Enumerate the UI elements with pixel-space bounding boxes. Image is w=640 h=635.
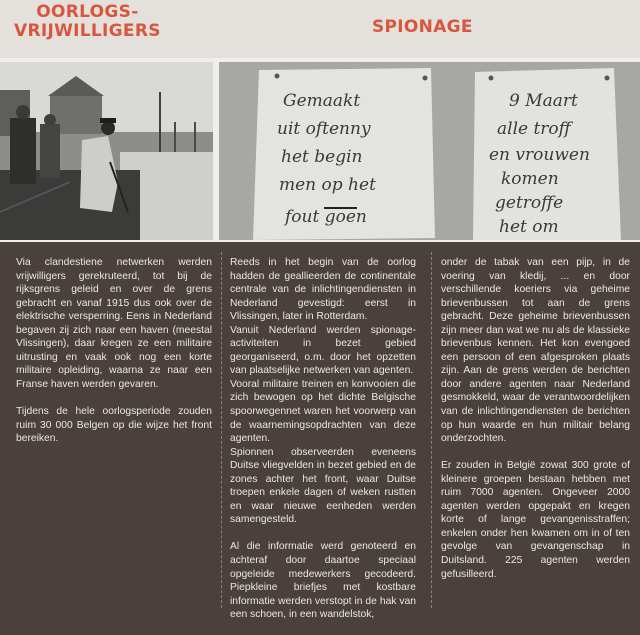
header-banner bbox=[0, 0, 640, 58]
paragraph: Via clandestiene netwerken werden vrijwilligers gerekruteerd, tot bij de rijksgrens geleid en over de grens gebracht en vanaf 1915 dus ook over de elektrische versperring. Eens in Nederland begaven zij zich naar een haven (meestal Vlissingen), daar kregen ze een militaire uitrusting en vaak ook nog een korte militaire opleiding, waarna ze naar een Franse haven werden gevaren. bbox=[16, 257, 212, 390]
note-line: het begin bbox=[281, 147, 363, 167]
section-title-oorlogsvrijwilligers bbox=[14, 3, 161, 41]
paragraph: onder de tabak van een pijp, in de voering van kledij, ... en door verschillende koeriers via geheime brievenbussen tot aan de grens gebracht. Deze geheime brievenbussen zijn meer dan wat we nu als de klassieke brievenbus kennen. Het kon evengoed een persoon of een afgesproken plaats zijn. Aan de grens werden de berichten door andere agenten naar Nederland gesmokkeld, waar de verantwoordelijken van de inlichtingendiensten de berichten op hun waarde en hun militair belang onderzochten. bbox=[441, 257, 630, 445]
text-column-oorlogsvrijwilligers bbox=[16, 256, 212, 459]
historic-photo-soldiers-at-border bbox=[0, 62, 213, 240]
note-line: het om bbox=[499, 217, 559, 237]
note-line: 9 Maart bbox=[509, 91, 578, 111]
note-line: alle troff bbox=[497, 119, 571, 139]
photo-strip bbox=[0, 58, 640, 242]
text-column-spionage-part2 bbox=[441, 256, 630, 595]
note-line: men op het bbox=[279, 175, 376, 195]
column-divider bbox=[431, 252, 432, 608]
note-line: getroffe bbox=[495, 193, 564, 213]
paragraph: Vooral militaire treinen en konvooien die zich bewogen op het dichte Belgische spoorwegennet waren het voorwerp van de waarnemingsopdrachten van deze agenten. bbox=[230, 378, 416, 445]
paragraph: Reeds in het begin van de oorlog hadden de geallieerden de continentale centrale van de inlichtingendiensten in Nederland gevestigd: eerst in Vlissingen, later in Rotterdam. bbox=[230, 257, 416, 323]
note-line: Gemaakt bbox=[283, 91, 361, 111]
note-line: uit oftenny bbox=[277, 119, 371, 139]
paragraph: Spionnen observeerden eveneens Duitse vliegvelden in bezet gebied en de zones achter het front, waar Duitse troepen enkele dagen of weken rustten en waar nieuwe eenheden werden samengesteld. bbox=[230, 446, 416, 526]
note-line: komen bbox=[501, 169, 559, 189]
title-line: OORLOGS- bbox=[36, 2, 139, 22]
note-line: fout goen bbox=[285, 207, 367, 227]
paragraph: Er zouden in België zowat 300 grote of kleinere groepen bestaan hebben met ruim 7000 agenten. Ongeveer 2000 agenten werden opgepakt en kregen korte of lange gevangenisstraffen; enkelen onder hen kwamen om in of ten gevolge van gevangenschap in Duitsland. 225 agenten werden gefusilleerd. bbox=[441, 460, 630, 580]
note-line: en vrouwen bbox=[489, 145, 590, 165]
paragraph: Al die informatie werd genoteerd en achteraf door daartoe speciaal opgeleide medewerkers gecodeerd. Piepkleine briefjes met kostbare informatie werden verstopt in de hak van een schoen, in een wandelstok, bbox=[230, 541, 416, 621]
section-title-spionage: SPIONAGE bbox=[372, 17, 473, 37]
column-divider bbox=[221, 252, 222, 608]
title-line: VRIJWILLIGERS bbox=[14, 21, 161, 41]
paragraph: Vanuit Nederland werden spionage-activiteiten in bezet gebied georganiseerd, o.m. door het opzetten van plaatselijke netwerken van agenten. bbox=[230, 324, 416, 377]
paragraph: Tijdens de hele oorlogsperiode zouden ruim 30 000 Belgen op die wijze het front bereiken. bbox=[16, 405, 212, 445]
text-column-spionage-part1 bbox=[230, 256, 416, 635]
photo-handwritten-spy-notes bbox=[219, 62, 640, 240]
